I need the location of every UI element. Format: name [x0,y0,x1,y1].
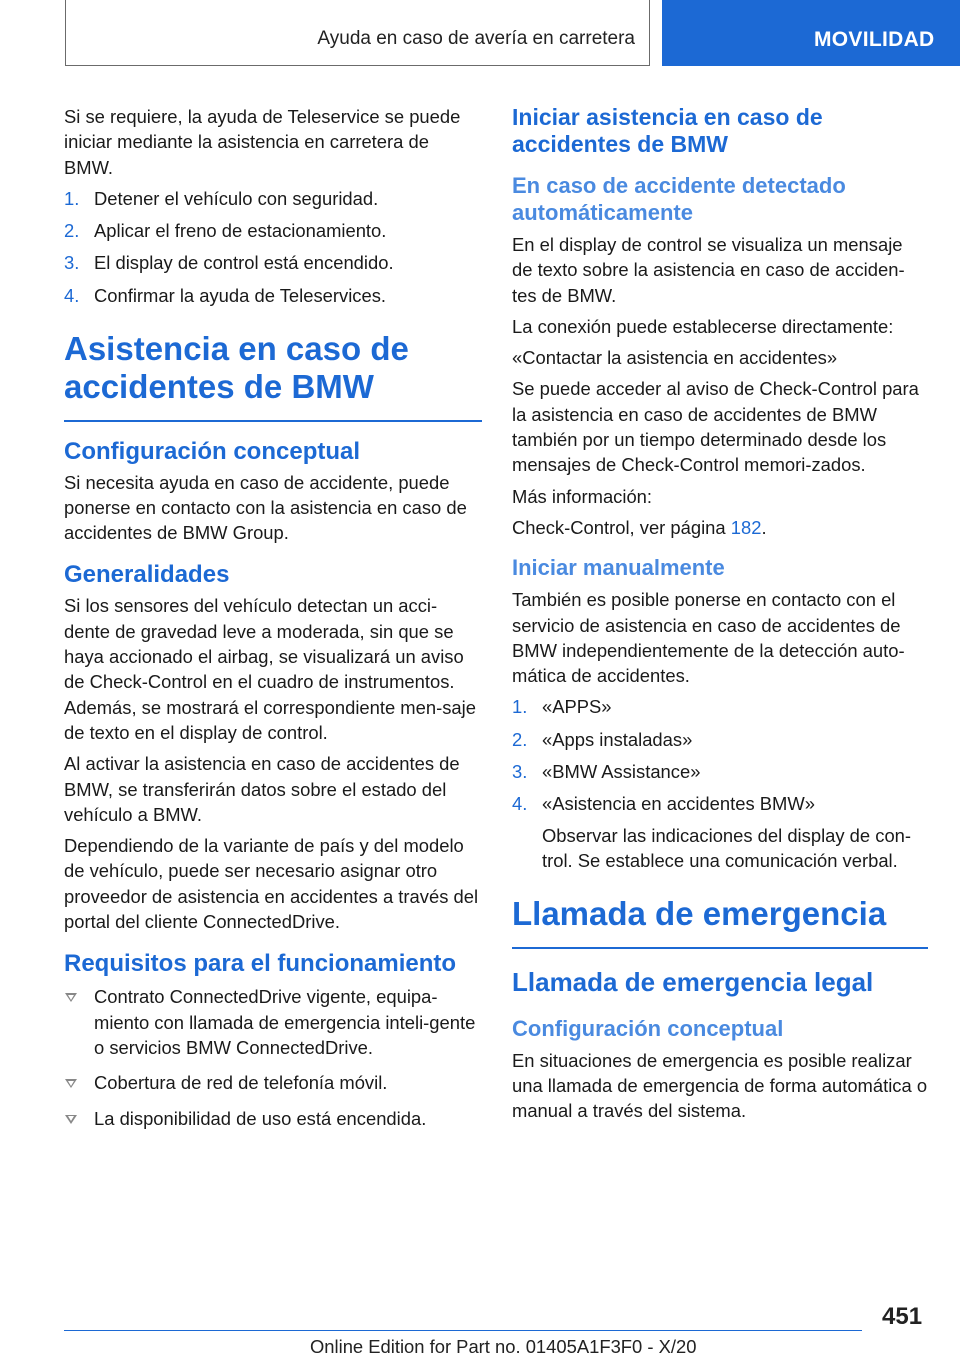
step-text: «Apps instaladas» [542,728,693,750]
list-item [512,694,928,719]
section-divider [64,420,482,422]
list-item [512,791,928,873]
list-item [64,984,482,1060]
step-number: 3. [512,761,528,783]
step-text: «BMW Assistance» [542,761,701,783]
auto-detected-heading: En caso de accidente detectado automáticamente [512,173,846,225]
auto-paragraph-3: «Contactar la asistencia en accidentes» [512,347,838,369]
step-text: «APPS» [542,696,612,718]
page-header [0,0,960,66]
footer-edition: Online Edition for Part no. 01405A1F3F0 - X/20 [310,1336,697,1357]
left-column [64,104,482,1141]
right-column [512,104,928,1130]
step-text: Aplicar el freno de estacionamiento. [94,220,387,242]
list-item [64,283,482,308]
general-paragraph-3: Dependiendo de la variante de país y del modelo de vehículo, puede ser necesario asignar otro proveedor de asistencia en accidentes a través del portal del cliente ConnectedDrive. [64,835,479,933]
start-assistance-heading: Iniciar asistencia en caso de accidentes de BMW [512,104,823,157]
concept-heading-right: Configuración conceptual [512,1015,784,1041]
manual-paragraph: También es posible ponerse en contacto con el servicio de asistencia en caso de accidentes de BMW independientemente de la detección auto-mática de accidentes. [512,589,905,687]
page-reference-link[interactable]: 182 [730,516,762,538]
requirement-text: Cobertura de red de telefonía móvil. [94,1072,388,1094]
reference-text: Check-Control, ver página [512,516,731,538]
triangle-bullet-icon [65,1115,77,1124]
check-control-reference [512,515,928,540]
requirements-heading: Requisitos para el funcionamiento [64,950,457,978]
list-item [512,759,928,784]
auto-paragraph-1: En el display de control se visualiza un mensaje de texto sobre la asistencia en caso de acciden-tes de BMW. [512,234,905,306]
general-paragraph-2: Al activar la asistencia en caso de accidentes de BMW, se transferirán datos sobre el estado del vehículo a BMW. [64,753,460,825]
concept-heading: Configuración conceptual [64,437,361,465]
step-number: 2. [64,220,80,242]
reference-end: . [761,516,767,538]
step-number: 2. [512,728,528,750]
list-item [64,186,482,211]
list-item [512,727,928,752]
general-paragraph-1: Si los sensores del vehículo detectan un acci-dente de gravedad leve a moderada, sin que se haya accionado el airbag, se visualizará un aviso de Check-Control en el cuadro de instrumentos. Además, se mostrará el correspondiente men-saje de texto en el display de control. [64,595,476,743]
header-section-box [65,0,650,66]
manual-steps [512,694,928,873]
step-number: 3. [64,252,80,274]
general-heading: Generalidades [64,561,230,589]
auto-paragraph-2: La conexión puede establecerse directamente: [512,315,894,337]
teleservice-steps [64,186,482,308]
step-text: «Asistencia en accidentes BMW» [542,793,815,815]
emergency-concept-paragraph: En situaciones de emergencia es posible realizar una llamada de emergencia de forma automática o manual a través del sistema. [512,1049,928,1122]
step-text: El display de control está encendido. [94,252,394,274]
more-info-label: Más información: [512,485,653,507]
header-section-title: Ayuda en caso de avería en carretera [317,28,635,49]
requirement-text: La disponibilidad de uso está encendida. [94,1107,427,1129]
step-number: 1. [64,187,80,209]
triangle-bullet-icon [65,1079,77,1088]
section-title-accident-assistance: Asistencia en caso de accidentes de BMW [64,330,409,406]
section-title-emergency-call: Llamada de emergencia [512,895,887,933]
requirement-text: Contrato ConnectedDrive vigente, equipa-miento con llamada de emergencia inteli-gente o servicios BMW ConnectedDrive. [94,986,476,1058]
list-item [64,250,482,275]
list-item [64,1106,482,1131]
page-number: 451 [882,1303,923,1330]
list-item [64,1070,482,1095]
header-chapter-label: MOVILIDAD [814,28,935,51]
header-chapter-tab [662,0,960,66]
triangle-bullet-icon [65,993,77,1002]
step-number: 1. [512,696,528,718]
section-divider [512,947,928,949]
auto-paragraph-4: Se puede acceder al aviso de Check-Control para la asistencia en caso de accidentes de BMW también por un tiempo determinado desde los mensajes de Check-Control memori-zados. [512,378,919,476]
intro-paragraph: Si se requiere, la ayuda de Teleservice se puede iniciar mediante la asistencia en carretera de BMW. [64,106,461,178]
step-number: 4. [64,284,80,306]
footer-divider [64,1330,862,1331]
step-text: Confirmar la ayuda de Teleservices. [94,284,387,306]
requirements-list [64,984,482,1130]
legal-emergency-heading: Llamada de emergencia legal [512,966,874,997]
manual-start-heading: Iniciar manualmente [512,555,725,581]
step-number: 4. [512,793,528,815]
step-text: Detener el vehículo con seguridad. [94,187,379,209]
list-item [64,218,482,243]
step-note: Observar las indicaciones del display de con-trol. Se establece una comunicación verbal. [542,824,912,871]
concept-paragraph: Si necesita ayuda en caso de accidente, puede ponerse en contacto con la asistencia en caso de accidentes de BMW Group. [64,471,467,544]
